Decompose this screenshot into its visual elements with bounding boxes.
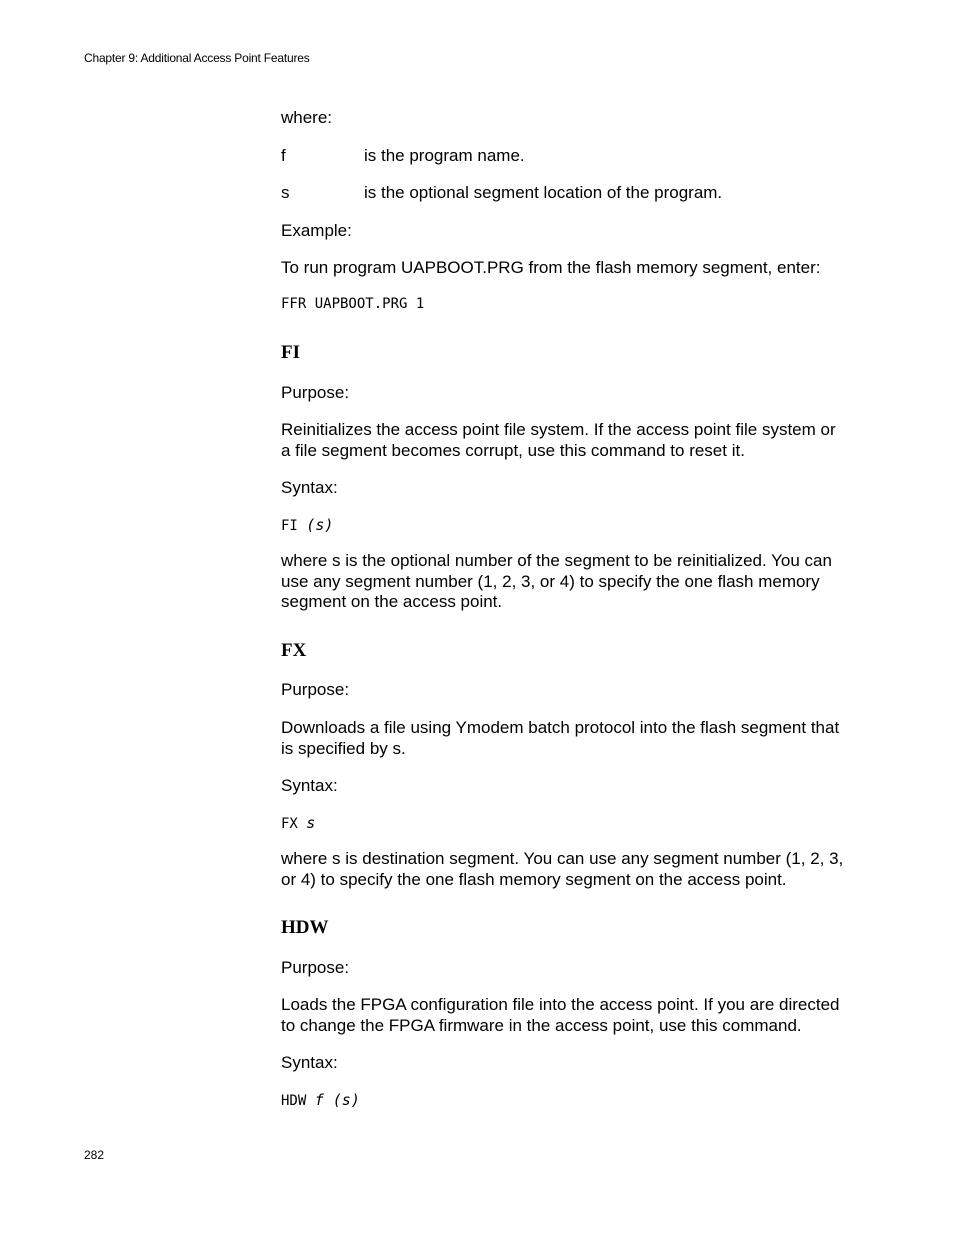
syntax-command: FI [281, 518, 307, 534]
page-number: 282 [84, 1148, 105, 1162]
purpose-text: Loads the FPGA configuration file into the access point. If you are directed to change the FPGA firmware in the access point, use this command. [281, 995, 840, 1035]
param-term: f [281, 146, 286, 165]
param-description: is the optional segment location of the program. [364, 183, 723, 202]
syntax-label: Syntax: [281, 1053, 338, 1072]
syntax-note: where s is destination segment. You can use any segment number (1, 2, 3, or 4) to specify the one flash memory segment on the access point. [281, 849, 844, 889]
syntax-argument: s [306, 814, 316, 832]
syntax-code [281, 516, 333, 534]
purpose-label: Purpose: [281, 383, 350, 402]
syntax-command: FX [281, 816, 307, 832]
purpose-label: Purpose: [281, 680, 350, 699]
syntax-code [281, 814, 315, 832]
syntax-code [281, 1091, 360, 1109]
example-label: Example: [281, 221, 352, 240]
section-heading-fi: FI [281, 342, 300, 363]
syntax-label: Syntax: [281, 478, 338, 497]
section-heading-fx: FX [281, 640, 307, 661]
example-text: To run program UAPBOOT.PRG from the flash memory segment, enter: [281, 258, 821, 277]
param-description: is the program name. [364, 146, 525, 165]
syntax-argument: (s) [306, 516, 334, 534]
param-term: s [281, 183, 290, 202]
syntax-note: where s is the optional number of the segment to be reinitialized. You can use any segment number (1, 2, 3, or 4) to specify the one flash memory segment on the access point. [281, 551, 832, 611]
syntax-label: Syntax: [281, 776, 338, 795]
running-header: Chapter 9: Additional Access Point Features [84, 51, 310, 65]
purpose-text: Reinitializes the access point file system. If the access point file system or a file segment becomes corrupt, use this command to reset it. [281, 420, 836, 460]
example-code: FFR UAPBOOT.PRG 1 [281, 296, 425, 312]
section-heading-hdw: HDW [281, 917, 329, 938]
purpose-label: Purpose: [281, 958, 350, 977]
syntax-command: HDW [281, 1093, 315, 1109]
purpose-text: Downloads a file using Ymodem batch protocol into the flash segment that is specified by s. [281, 718, 840, 758]
where-label: where: [281, 108, 333, 127]
syntax-argument: f (s) [314, 1091, 360, 1109]
